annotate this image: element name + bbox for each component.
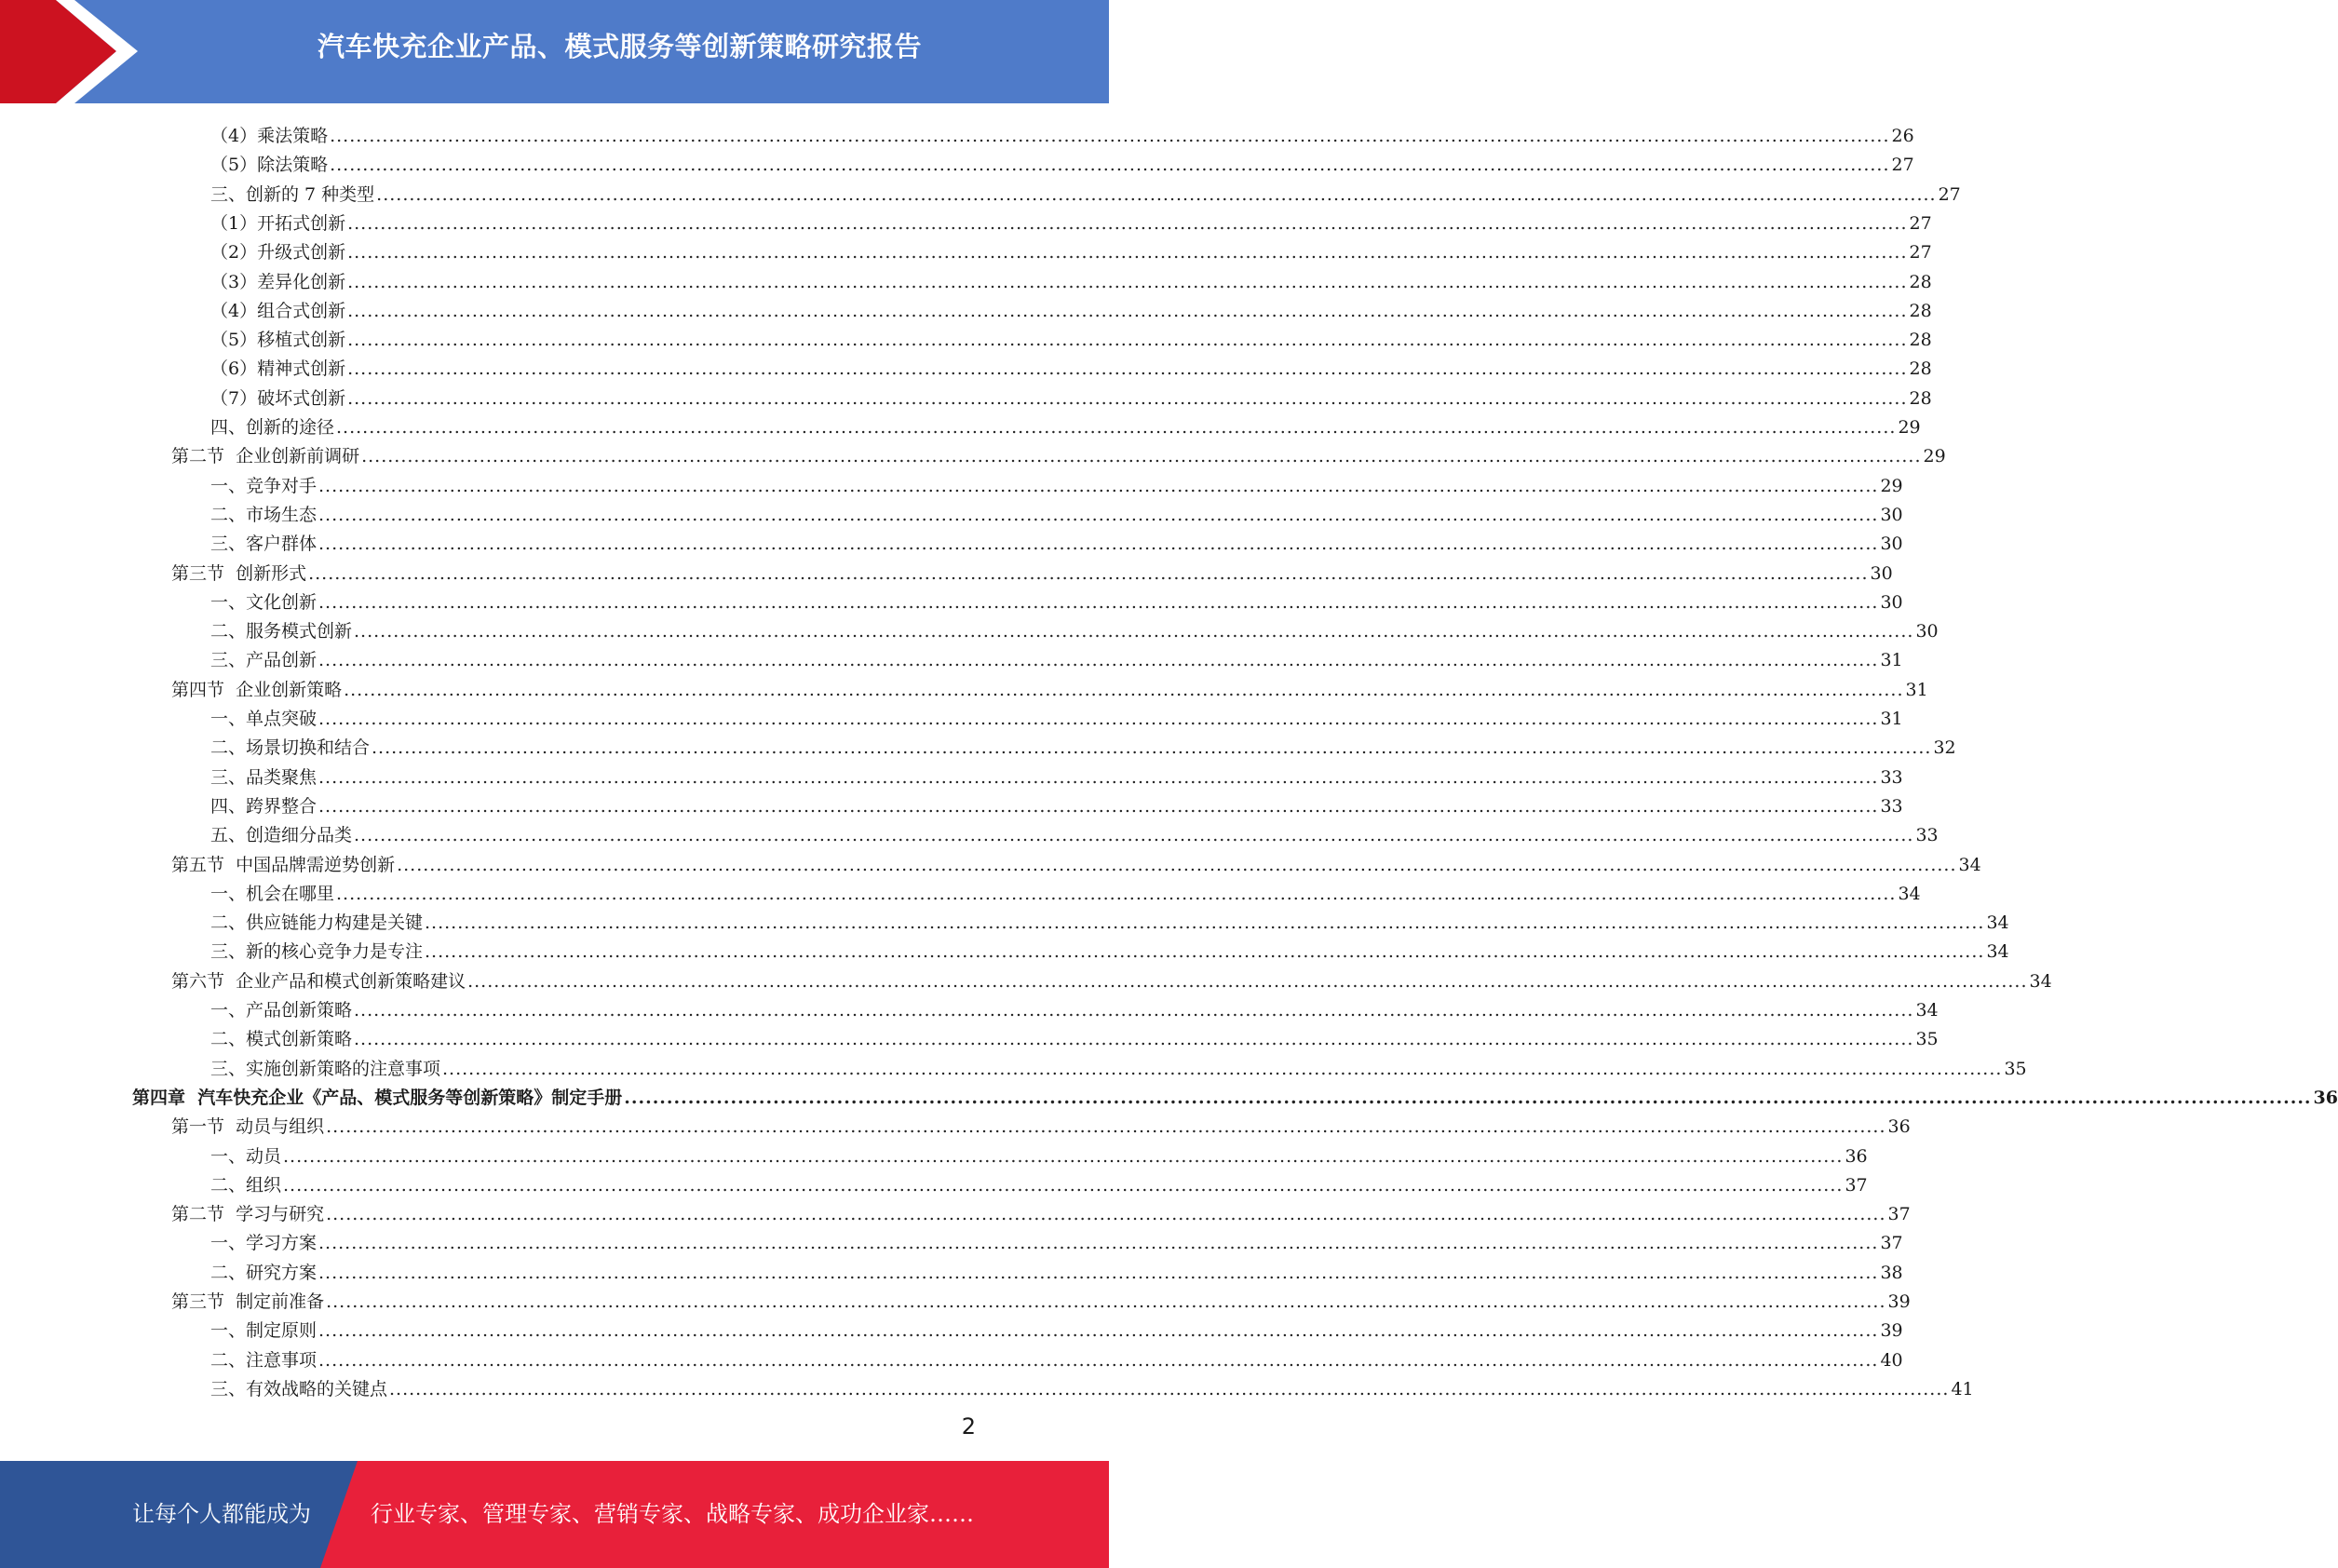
toc-entry[interactable] [210, 526, 1903, 555]
toc-entry[interactable] [171, 439, 1946, 467]
toc-entry-page: 39 [1880, 1320, 1903, 1342]
toc-dot-leader: .............................................................................................................................................................................................................................................. [347, 271, 1908, 292]
toc-entry-title: 二、服务模式创新 [210, 621, 353, 642]
toc-entry-page: 26 [1891, 126, 1914, 146]
toc-entry-title: 二、场景切换和结合 [210, 737, 371, 759]
toc-dot-leader: .............................................................................................................................................................................................................................................. [318, 1320, 1879, 1342]
toc-entry-title: 四、创新的途径 [210, 417, 335, 438]
toc-dot-leader: .............................................................................................................................................................................................................................................. [318, 475, 1879, 496]
toc-dot-leader: .............................................................................................................................................................................................................................................. [318, 504, 1879, 525]
page-footer [0, 1461, 1109, 1568]
toc-entry[interactable] [210, 147, 1914, 176]
toc-dot-leader: .............................................................................................................................................................................................................................................. [347, 358, 1908, 380]
toc-entry-title: 四、跨界整合 [210, 795, 318, 817]
toc-entry-title: （7）破坏式创新 [210, 387, 346, 409]
toc-entry[interactable] [210, 730, 1956, 759]
toc-entry[interactable] [210, 642, 1903, 671]
toc-entry-page: 28 [1909, 358, 1932, 380]
toc-entry-page: 39 [1887, 1291, 1911, 1312]
toc-entry-page: 40 [1880, 1349, 1903, 1371]
toc-dot-leader: .............................................................................................................................................................................................................................................. [336, 883, 1897, 904]
toc-entry-title: （6）精神式创新 [210, 358, 346, 380]
toc-entry[interactable] [171, 1284, 1911, 1313]
toc-dot-leader: .............................................................................................................................................................................................................................................. [308, 562, 1869, 584]
page-number: 2 [961, 1413, 976, 1440]
footer-slogan-right: 行业专家、管理专家、营销专家、战略专家、成功企业家…… [371, 1501, 974, 1527]
toc-entry-title: 三、客户群体 [210, 534, 318, 555]
toc-dot-leader: .............................................................................................................................................................................................................................................. [347, 300, 1908, 321]
toc-entry-title: 一、产品创新策略 [210, 1000, 353, 1021]
toc-entry-page: 29 [1923, 446, 1946, 467]
toc-entry-title: 一、单点突破 [210, 709, 318, 729]
toc-entry-title: 第三节 制定前准备 [171, 1291, 325, 1312]
toc-entry-title: 三、实施创新策略的注意事项 [210, 1058, 441, 1079]
toc-dot-leader: .............................................................................................................................................................................................................................................. [624, 1087, 2312, 1108]
toc-dot-leader: .............................................................................................................................................................................................................................................. [326, 1291, 1886, 1312]
toc-dot-leader: .............................................................................................................................................................................................................................................. [318, 591, 1879, 613]
toc-entry[interactable] [210, 410, 1921, 439]
toc-entry-title: 一、制定原则 [210, 1320, 318, 1342]
toc-entry-page: 27 [1891, 155, 1914, 176]
toc-entry[interactable] [210, 585, 1903, 614]
toc-entry-title: 三、品类聚焦 [210, 766, 318, 788]
toc-entry[interactable] [210, 789, 1903, 818]
toc-entry-title: 第五节 中国品牌需逆势创新 [171, 854, 396, 875]
toc-entry[interactable] [210, 497, 1903, 526]
toc-entry[interactable] [210, 264, 1932, 293]
toc-entry[interactable] [210, 1225, 1903, 1254]
toc-dot-leader: .............................................................................................................................................................................................................................................. [283, 1174, 1844, 1196]
toc-entry-title: 二、市场生态 [210, 504, 318, 525]
toc-entry[interactable] [210, 760, 1903, 789]
toc-entry-page: 32 [1933, 737, 1956, 759]
toc-entry-page: 35 [2004, 1058, 2027, 1079]
toc-entry-title: 一、竞争对手 [210, 475, 318, 496]
toc-entry-page: 30 [1880, 534, 1903, 555]
header-arrow-red [0, 0, 116, 103]
toc-dot-leader: .............................................................................................................................................................................................................................................. [344, 679, 1904, 700]
toc-entry-page: 31 [1880, 650, 1903, 671]
toc-entry-title: 第四章 汽车快充企业《产品、模式服务等创新策略》制定手册 [132, 1087, 623, 1108]
toc-entry[interactable] [171, 1196, 1911, 1225]
document-title: 汽车快充企业产品、模式服务等创新策略研究报告 [317, 31, 922, 62]
toc-dot-leader: .............................................................................................................................................................................................................................................. [318, 1262, 1879, 1283]
toc-entry-page: 36 [1845, 1145, 1868, 1167]
toc-entry[interactable] [210, 1021, 1939, 1050]
toc-dot-leader: .............................................................................................................................................................................................................................................. [318, 795, 1879, 817]
toc-dot-leader: .............................................................................................................................................................................................................................................. [376, 183, 1937, 205]
toc-entry-page: 34 [1986, 912, 2009, 934]
toc-dot-leader: .............................................................................................................................................................................................................................................. [336, 417, 1897, 438]
toc-entry-page: 29 [1898, 417, 1921, 438]
toc-entry-page: 34 [1986, 941, 2009, 963]
toc-entry-page: 34 [1898, 883, 1921, 904]
toc-entry-page: 28 [1909, 300, 1932, 321]
toc-dot-leader: .............................................................................................................................................................................................................................................. [318, 709, 1879, 729]
toc-dot-leader: .............................................................................................................................................................................................................................................. [330, 126, 1890, 146]
toc-entry[interactable] [210, 818, 1939, 846]
toc-entry[interactable] [210, 1255, 1903, 1284]
toc-dot-leader: .............................................................................................................................................................................................................................................. [425, 912, 1985, 934]
toc-entry-title: （5）除法策略 [210, 155, 329, 176]
toc-dot-leader: .............................................................................................................................................................................................................................................. [354, 1029, 1914, 1050]
toc-dot-leader: .............................................................................................................................................................................................................................................. [326, 1116, 1886, 1138]
toc-entry[interactable] [210, 701, 1903, 730]
toc-dot-leader: .............................................................................................................................................................................................................................................. [442, 1058, 2003, 1079]
toc-entry[interactable] [210, 1313, 1903, 1342]
toc-entry-title: 三、新的核心竞争力是专注 [210, 941, 424, 963]
toc-entry-title: 五、创造细分品类 [210, 825, 353, 846]
toc-entry-page: 38 [1880, 1262, 1903, 1283]
toc-dot-leader: .............................................................................................................................................................................................................................................. [372, 737, 1932, 759]
toc-entry[interactable] [210, 1343, 1903, 1372]
toc-entry[interactable] [210, 934, 2009, 963]
toc-entry-title: （4）组合式创新 [210, 300, 346, 321]
toc-entry-page: 33 [1880, 766, 1903, 788]
toc-entry-page: 27 [1909, 242, 1932, 264]
toc-entry[interactable] [210, 1168, 1868, 1196]
toc-entry-page: 37 [1887, 1204, 1911, 1225]
toc-entry-title: 第一节 动员与组织 [171, 1116, 325, 1138]
toc-entry[interactable] [132, 1080, 2338, 1109]
toc-entry-page: 34 [1958, 854, 1981, 875]
toc-entry-page: 29 [1880, 475, 1903, 496]
toc-entry-page: 28 [1909, 387, 1932, 409]
toc-dot-leader: .............................................................................................................................................................................................................................................. [347, 212, 1908, 234]
toc-dot-leader: .............................................................................................................................................................................................................................................. [330, 155, 1890, 176]
toc-entry-page: 34 [2029, 970, 2052, 992]
toc-entry[interactable] [210, 206, 1932, 235]
toc-entry[interactable] [210, 235, 1932, 264]
footer-slogan-left: 让每个人都能成为 [132, 1501, 311, 1527]
toc-dot-leader: .............................................................................................................................................................................................................................................. [397, 854, 1957, 875]
toc-entry-page: 33 [1880, 795, 1903, 817]
toc-entry-title: 一、文化创新 [210, 591, 318, 613]
toc-entry-title: 第三节 创新形式 [171, 562, 307, 584]
toc-entry[interactable] [210, 1051, 2027, 1080]
toc-entry[interactable] [210, 381, 1932, 410]
toc-entry-title: （5）移植式创新 [210, 330, 346, 351]
toc-entry-page: 41 [1951, 1378, 1974, 1399]
toc-entry[interactable] [210, 614, 1939, 642]
toc-entry-title: 二、模式创新策略 [210, 1029, 353, 1050]
toc-entry[interactable] [210, 177, 1961, 206]
toc-dot-leader: .............................................................................................................................................................................................................................................. [318, 766, 1879, 788]
header-arrow-graphic [0, 0, 149, 103]
toc-dot-leader: .............................................................................................................................................................................................................................................. [318, 650, 1879, 671]
toc-entry-title: 一、动员 [210, 1145, 282, 1167]
toc-dot-leader: .............................................................................................................................................................................................................................................. [354, 1000, 1914, 1021]
toc-dot-leader: .............................................................................................................................................................................................................................................. [389, 1378, 1950, 1399]
toc-entry-page: 33 [1915, 825, 1939, 846]
toc-entry-title: （1）开拓式创新 [210, 212, 346, 234]
toc-entry[interactable] [210, 876, 1921, 905]
page-header [0, 0, 1109, 103]
toc-entry-page: 28 [1909, 271, 1932, 292]
toc-entry-page: 37 [1845, 1174, 1868, 1196]
toc-entry[interactable] [210, 1372, 1974, 1400]
toc-entry-page: 30 [1880, 591, 1903, 613]
toc-entry-page: 27 [1909, 212, 1932, 234]
toc-entry-title: 第四节 企业创新策略 [171, 679, 343, 700]
toc-entry-title: 二、注意事项 [210, 1349, 318, 1371]
toc-entry-title: 第二节 学习与研究 [171, 1204, 325, 1225]
toc-dot-leader: .............................................................................................................................................................................................................................................. [361, 446, 1922, 467]
toc-entry-title: 一、学习方案 [210, 1233, 318, 1254]
toc-dot-leader: .............................................................................................................................................................................................................................................. [283, 1145, 1844, 1167]
toc-entry[interactable] [171, 964, 2052, 993]
toc-entry[interactable] [210, 993, 1939, 1021]
toc-entry-title: 三、产品创新 [210, 650, 318, 671]
toc-entry-title: 三、有效战略的关键点 [210, 1378, 388, 1399]
toc-dot-leader: .............................................................................................................................................................................................................................................. [326, 1204, 1886, 1225]
toc-entry-title: 二、供应链能力构建是关键 [210, 912, 424, 934]
toc-entry[interactable] [210, 351, 1932, 380]
toc-entry-title: （3）差异化创新 [210, 271, 346, 292]
toc-entry-page: 28 [1909, 330, 1932, 351]
toc-entry-title: 第六节 企业产品和模式创新策略建议 [171, 970, 466, 992]
toc-entry-page: 31 [1905, 679, 1928, 700]
toc-entry-page: 30 [1870, 562, 1893, 584]
toc-dot-leader: .............................................................................................................................................................................................................................................. [318, 1349, 1879, 1371]
toc-dot-leader: .............................................................................................................................................................................................................................................. [354, 621, 1914, 642]
toc-dot-leader: .............................................................................................................................................................................................................................................. [347, 387, 1908, 409]
toc-entry-title: （4）乘法策略 [210, 126, 329, 146]
toc-entry[interactable] [210, 1139, 1868, 1168]
toc-entry-title: 二、组织 [210, 1174, 282, 1196]
toc-entry-page: 31 [1880, 709, 1903, 729]
toc-entry-title: 三、创新的 7 种类型 [210, 183, 375, 205]
toc-entry-page: 27 [1938, 183, 1961, 205]
toc-entry-page: 30 [1915, 621, 1939, 642]
toc-dot-leader: .............................................................................................................................................................................................................................................. [425, 941, 1985, 963]
toc-entry[interactable] [171, 1109, 1911, 1138]
toc-dot-leader: .............................................................................................................................................................................................................................................. [318, 534, 1879, 555]
toc-dot-leader: .............................................................................................................................................................................................................................................. [347, 242, 1908, 264]
toc-entry[interactable] [210, 293, 1932, 322]
toc-entry-page: 37 [1880, 1233, 1903, 1254]
toc-entry[interactable] [210, 905, 2009, 934]
toc-dot-leader: .............................................................................................................................................................................................................................................. [318, 1233, 1879, 1254]
toc-entry[interactable] [210, 118, 1914, 147]
toc-entry[interactable] [210, 468, 1903, 497]
toc-entry-title: 二、研究方案 [210, 1262, 318, 1283]
toc-entry-page: 30 [1880, 504, 1903, 525]
toc-dot-leader: .............................................................................................................................................................................................................................................. [467, 970, 2028, 992]
toc-entry-title: （2）升级式创新 [210, 242, 346, 264]
toc-entry[interactable] [171, 556, 1893, 585]
toc-entry-page: 35 [1915, 1029, 1939, 1050]
toc-entry-page: 34 [1915, 1000, 1939, 1021]
toc-dot-leader: .............................................................................................................................................................................................................................................. [354, 825, 1914, 846]
toc-dot-leader: .............................................................................................................................................................................................................................................. [347, 330, 1908, 351]
toc-entry-page: 36 [1887, 1116, 1911, 1138]
toc-entry-page: 36 [2313, 1087, 2338, 1108]
toc-entry[interactable] [171, 672, 1928, 701]
toc-entry-title: 一、机会在哪里 [210, 883, 335, 904]
toc-entry[interactable] [171, 847, 1981, 876]
toc-entry[interactable] [210, 322, 1932, 351]
toc-entry-title: 第二节 企业创新前调研 [171, 446, 360, 467]
